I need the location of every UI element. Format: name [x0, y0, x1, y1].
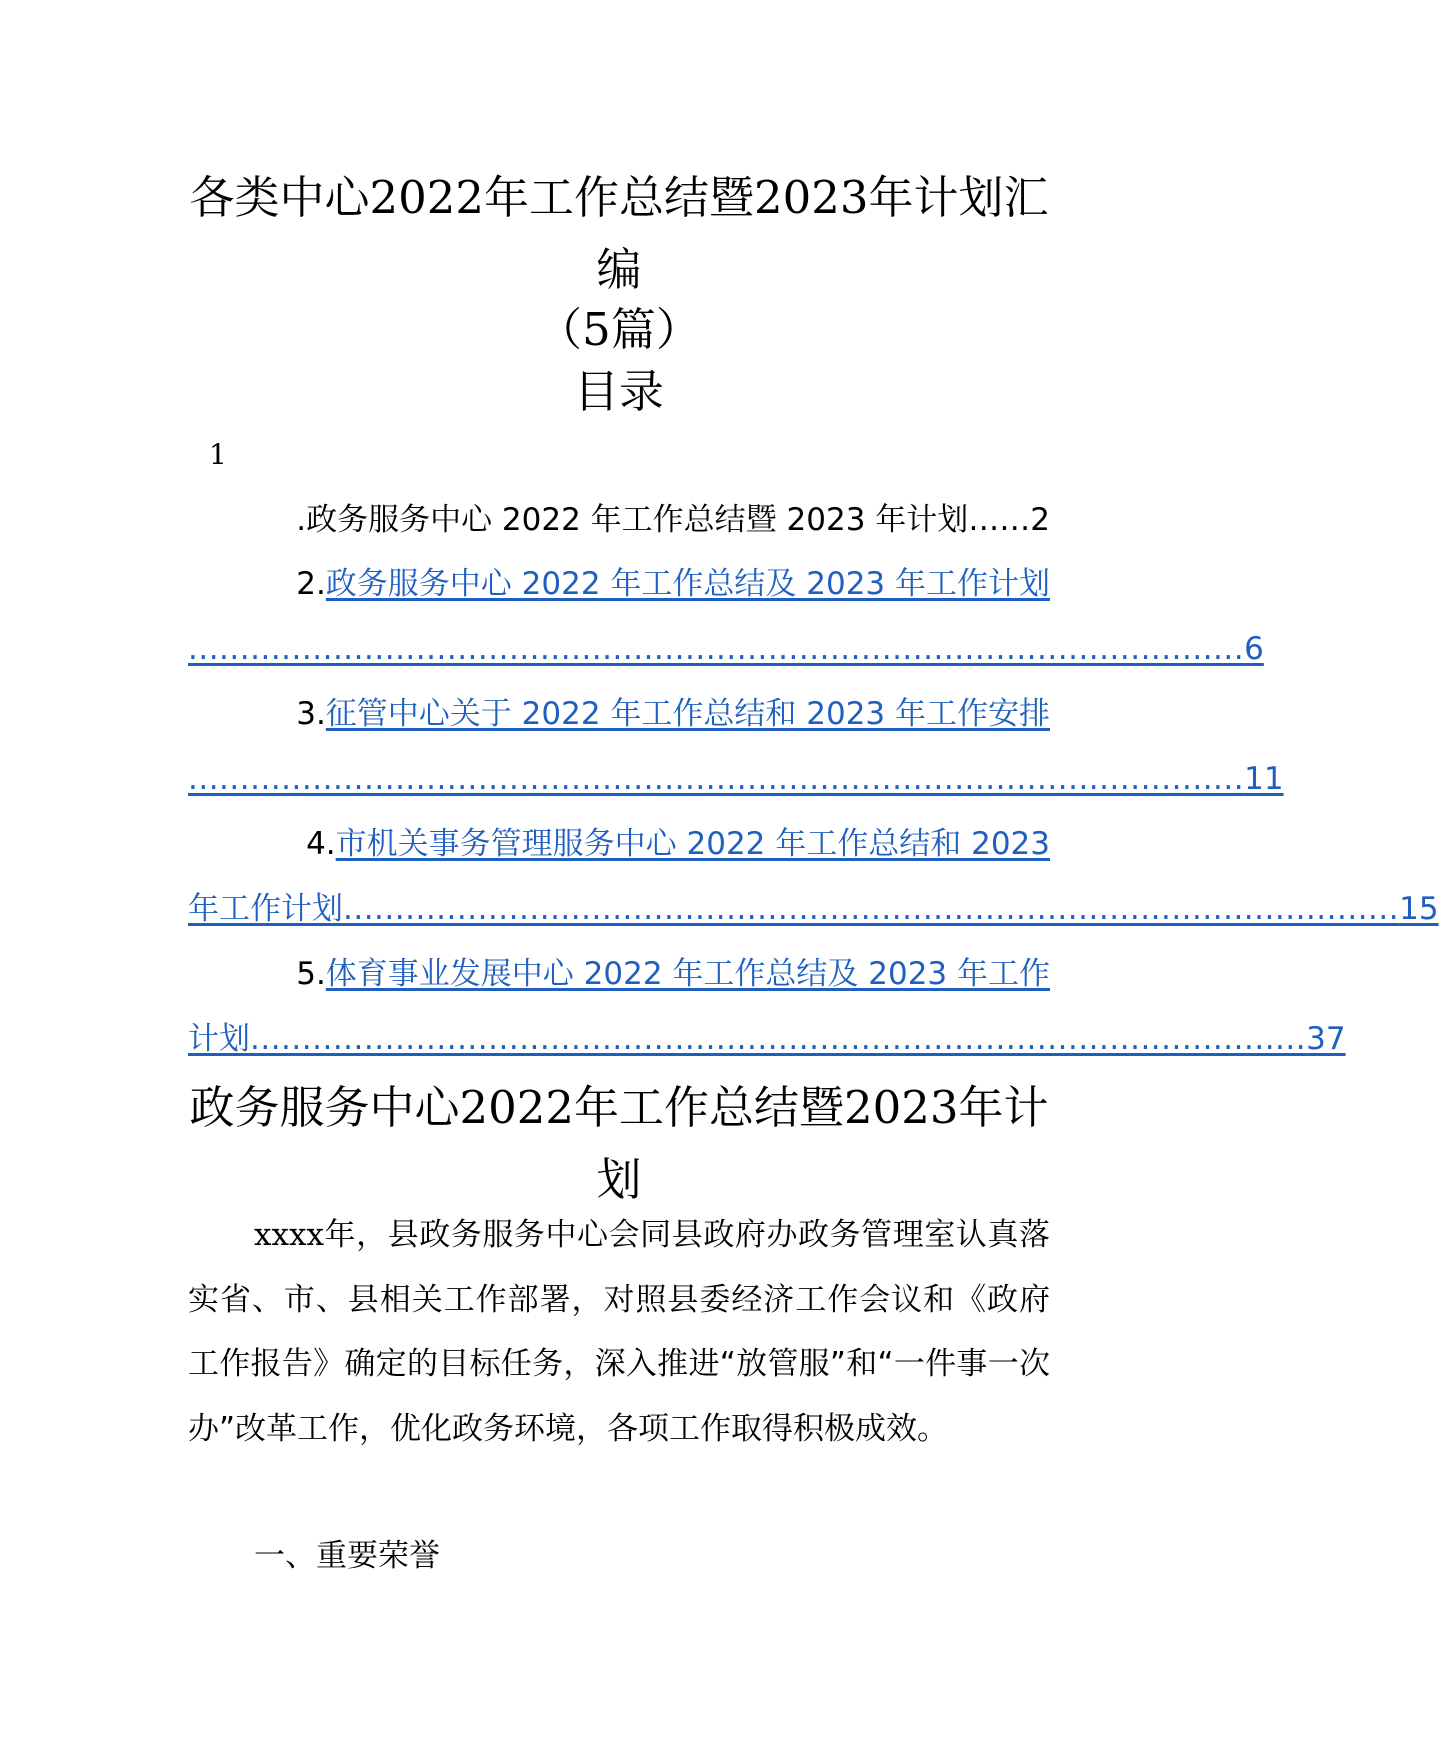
title-line-2: 编: [596, 243, 642, 296]
toc-entry-5-number: 5.: [296, 956, 326, 992]
section-title-part-b: 年工作总结暨: [573, 1081, 844, 1134]
toc-entry-2-page[interactable]: 6: [1244, 631, 1264, 667]
toc-entry-3-dots: ......................................................................................................: [188, 761, 1245, 797]
title-part-a: 各类中心: [189, 171, 370, 224]
toc-entry-4-leader[interactable]: [188, 877, 1439, 942]
toc-heading: 目录: [573, 365, 664, 418]
subtitle-close: 篇）: [610, 303, 701, 356]
toc-entry-4[interactable]: [188, 812, 1439, 942]
toc-entry-4-page[interactable]: 15: [1399, 891, 1439, 927]
toc-entry-4-dots: ......................................................................................................: [343, 891, 1400, 927]
toc-entry-5-dots: ......................................................................................................: [250, 1021, 1307, 1057]
toc-entry-4-continuation[interactable]: 年工作计划: [188, 891, 343, 927]
section-title-year-2022: 2022: [459, 1081, 574, 1134]
toc-entry-5-link[interactable]: 体育事业发展中心 2022 年工作总结及 2023 年工作: [325, 956, 1050, 992]
toc-entry-2[interactable]: [188, 552, 1264, 682]
title-part-c: 年计划汇: [868, 171, 1049, 224]
toc-entry-1[interactable]: [188, 488, 1050, 553]
section-title-year-2023: 2023: [844, 1081, 959, 1134]
subtitle-count-number: 5: [582, 303, 611, 356]
toc-entry-5-leader[interactable]: [188, 1007, 1346, 1072]
section-title-part-a: 政务服务中心: [189, 1081, 460, 1134]
toc-entry-3[interactable]: [188, 682, 1284, 812]
title-year-2023: 2023: [754, 171, 869, 224]
toc-page-marker: 1: [209, 438, 227, 471]
toc-entry-5-page[interactable]: 37: [1306, 1021, 1346, 1057]
toc-entry-4-number: 4.: [306, 826, 336, 862]
title-part-b: 年工作总结暨: [483, 171, 754, 224]
toc-entry-1-text[interactable]: .政务服务中心 2022 年工作总结暨 2023 年计划……2: [296, 502, 1050, 538]
toc-entry-3-leader[interactable]: [188, 747, 1284, 812]
subtitle-open-paren: （: [537, 303, 583, 356]
document-title: [188, 162, 1050, 306]
toc-entry-2-number: 2.: [296, 566, 326, 602]
intro-text: 年，县政务服务中心会同县政府办政务管理室认真落实省、市、县相关工作部署，对照县委经济工作会议和《政府工作报告》确定的目标任务，深入推进“放管服”和“一件事一次办”改革工作，优化政务环境，各项工作取得积极成效。: [188, 1217, 1050, 1447]
toc-entry-2-leader[interactable]: [188, 617, 1264, 682]
section-title-part-c: 年计: [958, 1081, 1049, 1134]
toc-entry-5-continuation[interactable]: 计划: [188, 1021, 250, 1057]
intro-year-placeholder: xxxx: [254, 1217, 324, 1253]
heading-important-honors: 一、重要荣誉: [254, 1538, 440, 1574]
toc-entry-2-link[interactable]: 政务服务中心 2022 年工作总结及 2023 年工作计划: [325, 566, 1050, 602]
section-title: [188, 1072, 1050, 1216]
toc-entry-5[interactable]: [188, 942, 1346, 1072]
toc-entry-3-link[interactable]: 征管中心关于 2022 年工作总结和 2023 年工作安排: [325, 696, 1050, 732]
intro-paragraph: [188, 1203, 1050, 1461]
toc-entry-3-page[interactable]: 11: [1244, 761, 1284, 797]
toc-entry-3-number: 3.: [296, 696, 326, 732]
toc-entry-2-dots: ......................................................................................................: [188, 631, 1245, 667]
section-title-line-2: 划: [596, 1153, 642, 1206]
title-year-2022: 2022: [369, 171, 484, 224]
toc-entry-4-link[interactable]: 市机关事务管理服务中心 2022 年工作总结和 2023: [335, 826, 1050, 862]
